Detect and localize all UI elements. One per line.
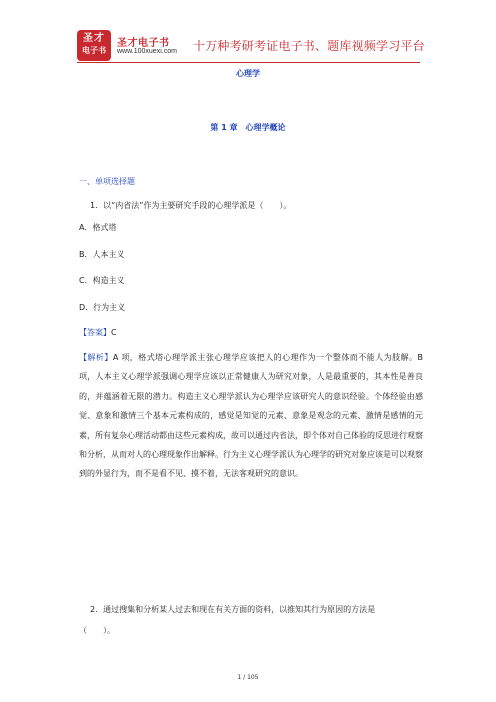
page-number: 1 / 105	[237, 674, 259, 681]
brand-logo	[77, 30, 111, 61]
brand-name: 圣才电子书	[117, 38, 170, 49]
answer-label: 【答案】	[79, 328, 111, 337]
analysis-label: 【解析】	[79, 353, 113, 362]
question-1-option-b: B．人本主义	[79, 250, 125, 259]
chapter-title: 第 1 章 心理学概论	[210, 123, 286, 132]
brand-url[interactable]: www.100xuexi.com	[117, 48, 177, 55]
logo-text-line1: 圣才	[83, 33, 105, 44]
analysis-text: A 项，格式塔心理学派主张心理学应该把人的心理作为一个整体而不能人为肢解。B 项，人本主义心理学派强调心理学应该以正常健康人为研究对象，人是最重要的，其本性是善良的，并蕴涵着无限的潜力。构造主义心理学派认为心理学应该研究人的意识经验。个体经验由感觉、意象和激情三个基本元素构成的，感觉是知觉的元素、意象是观念的元素、激情是感情的元素，所有复杂心理活动都由这些元素构成，故可以通过内省法，即个体对自己体验的反思进行观察和分析，从而对人的心理现象作出解释。行为主义心理学派认为心理学的研究对象应该是可以观察到的外显行为，而不是看不见、摸不着，无法客观研究的意识。	[79, 353, 423, 479]
question-1-option-c: C．构造主义	[79, 276, 125, 285]
logo-text-line2: 电子书	[82, 46, 106, 55]
question-1-option-a: A．格式塔	[79, 223, 117, 232]
page-header	[0, 0, 496, 62]
question-1-option-d: D．行为主义	[79, 303, 126, 312]
question-1-stem: 1．以“内省法”作为主要研究手段的心理学派是（ ）。	[90, 201, 292, 210]
section-title: 一、单项选择题	[79, 177, 135, 186]
question-1-analysis	[79, 348, 423, 484]
header-divider	[77, 62, 420, 63]
question-2-stem-line2: （ ）。	[79, 626, 115, 635]
answer-value: C	[111, 328, 117, 337]
question-2-stem-line1: 2．通过搜集和分析某人过去和现在有关方面的资料，以推知其行为原因的方法是	[90, 605, 376, 614]
header-slogan: 十万种考研考证电子书、题库视频学习平台	[193, 39, 425, 53]
book-title: 心理学	[236, 69, 260, 78]
question-1-answer	[79, 323, 423, 343]
